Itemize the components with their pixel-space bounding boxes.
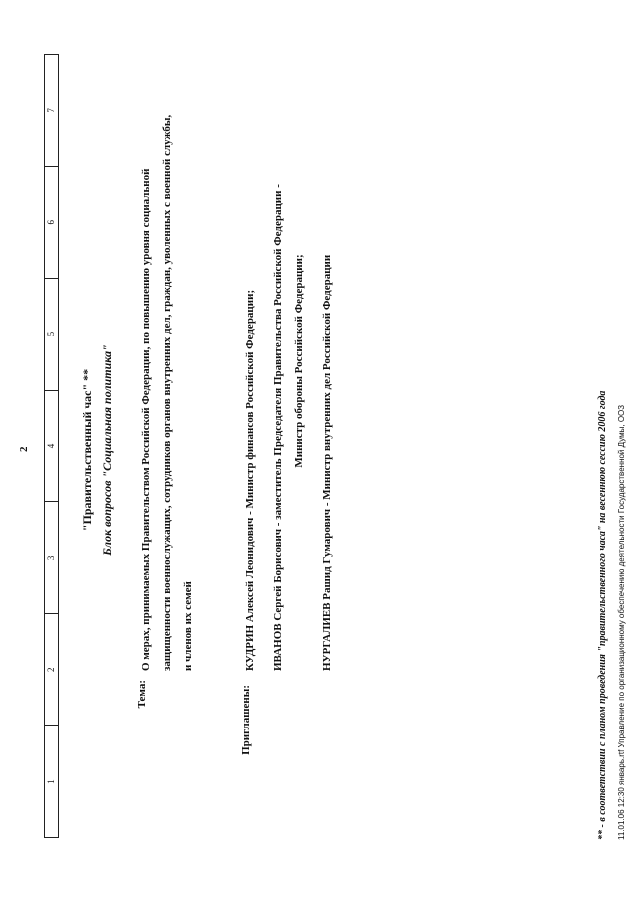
ruler-cell: 2 — [45, 613, 58, 725]
page-number: 2 — [18, 446, 30, 452]
topic-label: Тема: — [136, 680, 148, 709]
ruler-cell: 3 — [45, 501, 58, 613]
ruler-cell: 1 — [45, 725, 58, 837]
footnote: ** - в соответствии с планом проведения "правительственного часа" на весеннюю сессию 2006 года — [597, 390, 608, 840]
invited-person: КУДРИН Алексей Леонидович - Министр финансов Российской Федерации; — [244, 289, 256, 671]
document-title: "Правительственный час" ** — [80, 368, 94, 532]
ruler-cell: 7 — [46, 108, 56, 113]
ruler-cell: 4 — [45, 390, 58, 502]
invited-person-line: Министр обороны Российской Федерации; — [293, 254, 305, 468]
invited-label: Приглашены: — [240, 685, 252, 755]
ruler-cell: 6 — [45, 166, 58, 278]
file-footer: 11.01.06 12:30 январь.rtf Управление по организационному обеспечению деятельности Государственной Думы, ООЗ — [617, 404, 626, 840]
ruler-cell: 5 — [45, 278, 58, 390]
topic-text: О мерах, принимаемых Правительством Российской Федерации, по повышению уровня социальной защищенности военнослужащих, сотрудников органов внутренних дел, граждан, уволенных с военной службы, и членов их семей — [140, 114, 194, 671]
invited-person-line: ИВАНОВ Сергей Борисович - заместитель Председателя Правительства Российской Федерации - — [272, 184, 284, 671]
invited-person — [268, 31, 310, 671]
document-subtitle: Блок вопросов "Социальная политика" — [100, 344, 114, 556]
column-number-ruler — [44, 54, 59, 838]
invited-person: НУРГАЛИЕВ Рашид Гумарович - Министр внутренних дел Российской Федерации — [321, 254, 333, 671]
